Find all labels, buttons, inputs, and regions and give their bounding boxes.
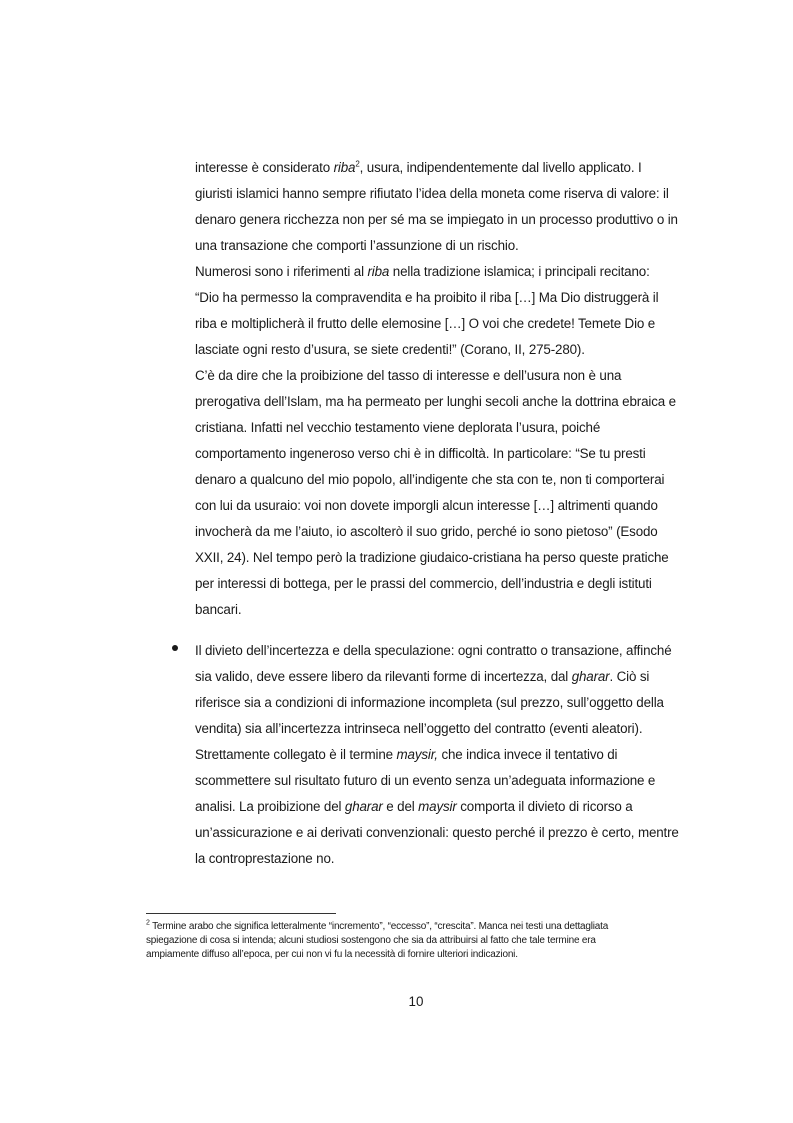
footnote-line: spiegazione di cosa si intenda; alcuni studiosi sostengono che sia da attribuirsi al fatto che tale termine era bbox=[146, 935, 596, 946]
quote-line: riba e moltiplicherà il frutto delle elemosine […] O voi che credete! Temete Dio e bbox=[195, 316, 656, 331]
term-riba: riba bbox=[367, 264, 390, 279]
text-line: C’è da dire che la proibizione del tasso di interesse e dell’usura non è una bbox=[195, 368, 622, 383]
text-line: sia valido, deve essere libero da rilevanti forme di incertezza, dal gharar. Ciò si bbox=[195, 669, 650, 684]
bullet-icon bbox=[172, 645, 178, 651]
text-line: Il divieto dell’incertezza e della speculazione: ogni contratto o transazione, affinché bbox=[195, 643, 672, 658]
text-line: Strettamente collegato è il termine maysir, che indica invece il tentativo di bbox=[195, 747, 618, 762]
term-maysir: maysir, bbox=[396, 747, 438, 762]
text-line: cristiana. Infatti nel vecchio testamento viene deplorata l’usura, poiché bbox=[195, 420, 601, 435]
text-line: con lui da usuraio: voi non dovete imporgli alcun interesse […] altrimenti quando bbox=[195, 498, 658, 513]
text-line: un’assicurazione e ai derivati convenzionali: questo perché il prezzo è certo, mentre bbox=[195, 825, 679, 840]
bullet-list-item bbox=[195, 638, 695, 872]
footnote-line: ampiamente diffuso all’epoca, per cui non vi fu la necessità di fornire ulteriori indicazioni. bbox=[146, 949, 518, 960]
footnote-line: $^2$ Termine arabo che significa letteralmente “incremento”, “eccesso”, “crescita”. Manca nei testi una dettagliata bbox=[146, 919, 609, 932]
text-line: vendita) sia all’incertezza intrinseca nell’oggetto del contratto (eventi aleatori). bbox=[195, 721, 643, 736]
text-line: Numerosi sono i riferimenti al riba nella tradizione islamica; i principali recitano: bbox=[195, 264, 650, 279]
text-line: interesse è considerato riba$^2$, usura, indipendentemente dal livello applicato. I bbox=[195, 159, 642, 175]
text-line: denaro genera ricchezza non per sé ma se impiegato in un processo produttivo o in bbox=[195, 212, 678, 227]
footnote-reference[interactable]: 2 bbox=[355, 159, 360, 169]
quote-line: “Dio ha permesso la compravendita e ha proibito il riba […] Ma Dio distruggerà il bbox=[195, 290, 659, 305]
footnote-separator bbox=[146, 913, 336, 914]
page-number: 10 bbox=[408, 994, 424, 1009]
text-line: XXII, 24). Nel tempo però la tradizione giudaico-cristiana ha perso queste pratiche bbox=[195, 550, 669, 565]
body-paragraph bbox=[195, 155, 695, 623]
text-line: la controprestazione no. bbox=[195, 851, 335, 866]
text-line: riferisce sia a condizioni di informazione incompleta (sul prezzo, sull’oggetto della bbox=[195, 695, 664, 710]
text-line: comportamento ingeneroso verso chi è in difficoltà. In particolare: “Se tu presti bbox=[195, 446, 646, 461]
text-line: giuristi islamici hanno sempre rifiutato l’idea della moneta come riserva di valore: il bbox=[195, 186, 669, 201]
text-line: denaro a qualcuno del mio popolo, all’indigente che sta con te, non ti comporterai bbox=[195, 472, 665, 487]
text-line: analisi. La proibizione del gharar e del maysir comporta il divieto di ricorso a bbox=[195, 799, 633, 814]
text-line: per interessi di bottega, per le prassi del commercio, dell’industria e degli istituti bbox=[195, 576, 652, 591]
text-line: prerogativa dell’Islam, ma ha permeato per lunghi secoli anche la dottrina ebraica e bbox=[195, 394, 676, 409]
footnote bbox=[146, 920, 706, 962]
quote-line: lasciate ogni resto d’usura, se siete credenti!” (Corano, II, 275-280). bbox=[195, 342, 585, 357]
footnote-marker: 2 bbox=[146, 919, 150, 927]
text-line: invocherà da me l’aiuto, io ascolterò il suo grido, perché io sono pietoso” (Esodo bbox=[195, 524, 658, 539]
term-gharar: gharar bbox=[344, 799, 383, 814]
term-gharar: gharar bbox=[571, 669, 610, 684]
text-line: una transazione che comporti l’assunzione di un rischio. bbox=[195, 238, 519, 253]
text-line: scommettere sul risultato futuro di un evento senza un’adeguata informazione e bbox=[195, 773, 656, 788]
text-line: bancari. bbox=[195, 602, 242, 617]
term-maysir: maysir bbox=[418, 799, 457, 814]
term-riba: riba bbox=[333, 160, 356, 175]
